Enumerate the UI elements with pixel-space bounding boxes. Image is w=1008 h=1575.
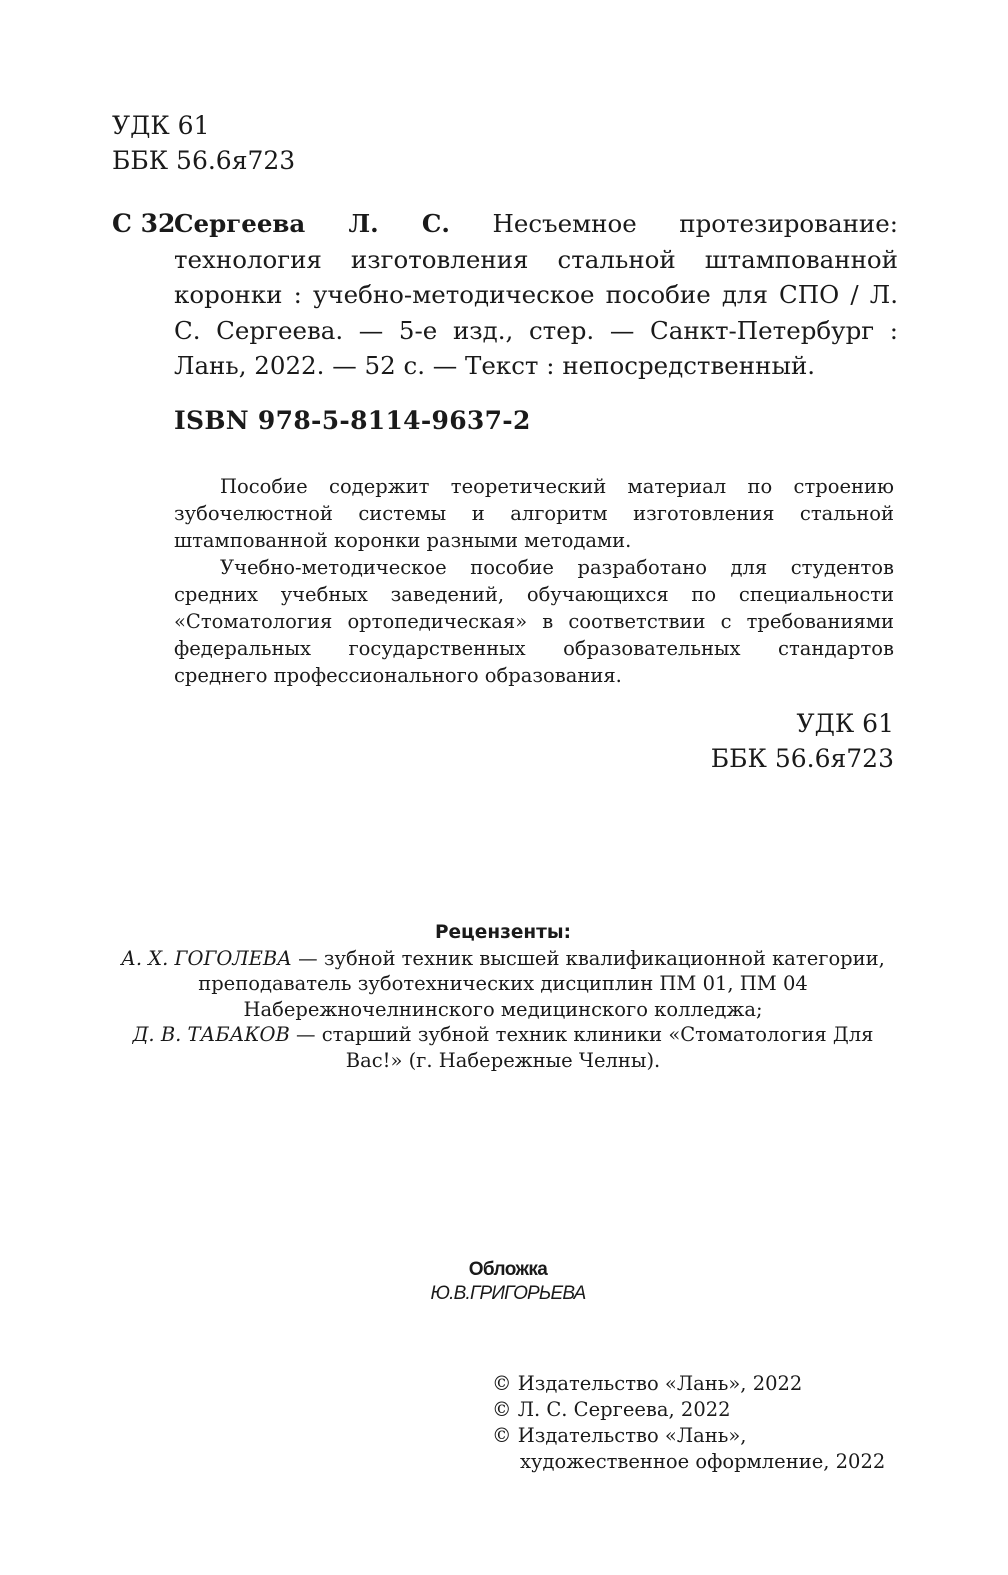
copyright-line-3: © Издательство «Лань», [492, 1424, 747, 1447]
cover-designer: Ю.В.ГРИГОРЬЕВА [430, 1283, 586, 1304]
cover-label: Обложка [468, 1259, 548, 1280]
bibliographic-description [174, 206, 898, 384]
reviewers-heading: Рецензенты: [434, 922, 572, 943]
reviewer-1-name: А. Х. ГОГОЛЕВА [121, 946, 292, 970]
reviewers [108, 920, 898, 1073]
annotation-paragraph-2: Учебно-методическое пособие разработано для студентов средних учебных заведений, обучающихся по специальности «Стоматология ортопедическая» в соответствии с требованиями федеральных государственных образовательных стандартов среднего профессионального образования. [174, 556, 894, 687]
classification-bottom [711, 706, 894, 776]
annotation-paragraph-1: Пособие содержит теоретический материал по строению зубочелюстной системы и алгоритм изготовления стальной штампованной коронки разными методами. [174, 475, 894, 552]
classification-top [112, 108, 295, 178]
bbk-code-bottom: ББК 56.6я723 [710, 744, 894, 773]
copyright-line-2: © Л. С. Сергеева, 2022 [492, 1398, 731, 1421]
bbk-code: ББК 56.6я723 [112, 146, 296, 175]
isbn: ISBN 978-5-8114-9637-2 [174, 406, 531, 435]
copyright-block [492, 1371, 885, 1475]
annotation [174, 473, 894, 689]
author-name: Сергеева Л. С. [174, 209, 450, 238]
reviewer-2-name: Д. В. ТАБАКОВ [132, 1023, 290, 1046]
reviewer-2 [108, 1022, 898, 1073]
reviewer-1-text: — зубной техник высшей квалификационной категории, преподаватель зуботехнических дисциплин ПМ 01, ПМ 04 Набережночелнинского медицинского колледжа; [198, 946, 885, 1021]
reviewer-1 [108, 946, 898, 1023]
reviewer-2-text: — старший зубной техник клиники «Стоматология Для Вас!» (г. Набережные Челны). [289, 1023, 874, 1072]
udk-code-bottom: УДК 61 [796, 709, 894, 738]
udk-code: УДК 61 [112, 111, 210, 140]
author-mark: С 32 [112, 209, 176, 238]
copyright-line-4: художественное оформление, 2022 [520, 1450, 886, 1473]
copyright-line-1: © Издательство «Лань», 2022 [492, 1372, 803, 1395]
cover-credit [300, 1258, 716, 1306]
description-text: Несъемное протезирование: технология изготовления стальной штампованной коронки : учебно-методическое пособие для СПО / Л. С. Сергеева. — 5-е изд., стер. — Санкт-Петербург : Лань, 2022. — 52 с. — Текст : непосредственный. [174, 209, 898, 380]
